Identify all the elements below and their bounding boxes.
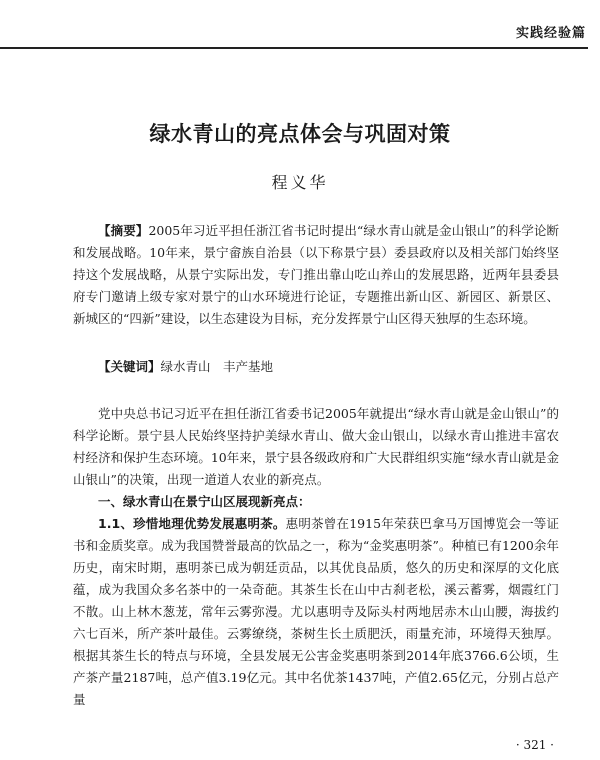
- abstract-text: 2005年习近平担任浙江省书记时提出“绿水青山就是金山银山”的科学论断和发展战略。10年来，景宁畲族自治县（以下称景宁县）委县政府以及相关部门始终坚持这个发展战略，从景宁实际出发，专门推出靠山吃山养山的发展思路，近两年县委县府专门邀请上级专家对景宁的山水环境进行论证，专题推出新山区、新园区、新景区、新城区的“四新”建设，以生态建设为目标，充分发挥景宁山区得天独厚的生态环境。: [73, 223, 559, 326]
- header-rule: [0, 47, 588, 49]
- subsection-heading: 1.1、珍惜地理优势发展惠明茶。: [98, 516, 286, 531]
- keywords-text: 绿水青山 丰产基地: [160, 359, 274, 374]
- section-label: 实践经验篇: [515, 26, 586, 41]
- abstract-label: 【摘要】: [98, 223, 149, 238]
- keywords: [73, 357, 559, 377]
- article-body: [73, 403, 559, 711]
- subsection-paragraph: [73, 513, 559, 711]
- abstract: [73, 220, 559, 330]
- subsection-text: 惠明茶曾在1915年荣获巴拿马万国博览会一等证书和金质奖章。成为我国赞誉最高的饮品之一，称为“金奖惠明茶”。种植已有1200余年历史，南宋时期，惠明茶已成为朝廷贡品，以其优良品质，悠久的历史和深厚的文化底蕴，成为我国众多名茶中的一朵奇葩。其茶生长在山中古刹老松，溪云蓄雾，烟霞红门不散。山上林木葱茏，常年云雾弥漫。尤以惠明寺及际头村两地居赤木山山腰，海拔约六七百米，所产茶叶最佳。云雾缭绕，茶树生长土质肥沃，雨量充沛，环境得天独厚。根据其茶生长的特点与环境，全县发展无公害金奖惠明茶到2014年底3766.6公顷，生产茶产量2187吨，总产值3.19亿元。其中名优茶1437吨，产值2.65亿元，分别占总产量: [73, 516, 560, 707]
- page-number: · 321 ·: [515, 738, 554, 752]
- article-title: 绿水青山的亮点体会与巩固对策: [149, 122, 451, 146]
- intro-paragraph: 党中央总书记习近平在担任浙江省委书记2005年就提出“绿水青山就是金山银山”的科学论断。景宁县人民始终坚持护美绿水青山、做大金山银山，以绿水青山推进丰富农村经济和保护生态环境。10年来，景宁县各级政府和广大民群组织实施“绿水青山就是金山银山”的决策，出现一道道人农业的新亮点。: [73, 406, 559, 487]
- section-heading: 一、绿水青山在景宁山区展现新亮点：: [98, 494, 311, 509]
- article-author: 程义华: [271, 173, 329, 192]
- keywords-label: 【关键词】: [98, 359, 161, 374]
